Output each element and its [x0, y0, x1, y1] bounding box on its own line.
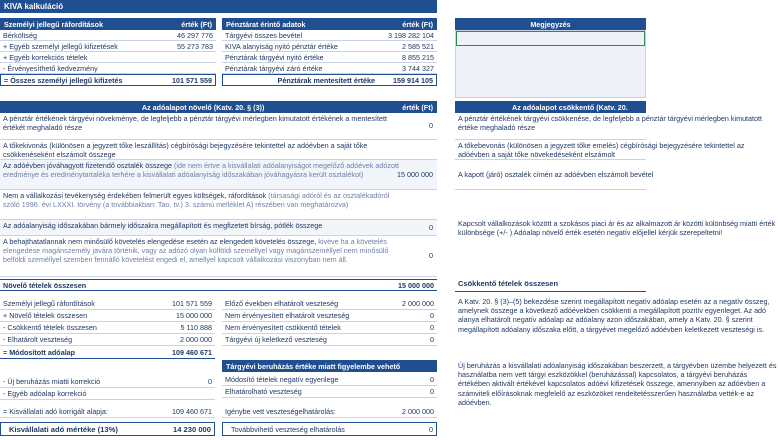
total-label: = Módosított adóalap	[3, 347, 76, 357]
increase-value-header: érték (Ft)	[402, 102, 433, 112]
row-value[interactable]: 2 000 000	[402, 299, 434, 308]
row-label: KIVA alanyiság nyitó pénztár értéke	[225, 41, 338, 51]
row-label: + Növelő tételek összesen	[3, 311, 88, 320]
invest-header	[222, 360, 437, 372]
table-row[interactable]	[0, 388, 215, 400]
carry-row	[222, 422, 437, 436]
decrease-row[interactable]	[455, 160, 654, 190]
row-text: Az adóévben jóváhagyott fizetendő osztalék összege	[3, 161, 173, 170]
row-label: Személyi jellegű ráfordítások	[3, 299, 95, 308]
table-row[interactable]	[0, 63, 216, 74]
app-title: KIVA kalkuláció	[4, 2, 64, 11]
table-row	[222, 386, 437, 398]
row-text: Nem a vállalkozási tevékenység érdekében felmerült egyes költségek, ráfordítások	[3, 191, 267, 200]
invest-table	[222, 374, 437, 398]
row-text: A pénztár értékének tárgyévi csökkenése, de legfeljebb a pénztár tárgyévi mérlegben kimutatott értéke meghaladó része	[458, 114, 763, 133]
row-note: (társasági adóról és az osztalékadóról szóló 1996. évi LXXXI. törvény (a továbbiakban: Tao. tv.) 3. számú melléklet A) részében van meghatározva)	[3, 191, 390, 210]
row-label: - Elhatárolt veszteség	[3, 335, 73, 344]
row-label: Módosító tételek negatív egyenlege	[225, 375, 339, 384]
corrected-base-row	[0, 406, 215, 418]
row-value[interactable]: 0	[429, 222, 433, 232]
row-value: 0	[430, 311, 434, 320]
row-text: A tőkebevonás (különösen a jegyzett tőke emelés) cégbírósági bejegyzésére tekintettel az adóévben a saját tőke növekedéseként elszámolt	[458, 141, 745, 160]
row-value: 101 571 559	[172, 299, 212, 308]
row-label: - Érvényesíthető kedvezmény	[3, 63, 98, 73]
total-label: = Összes személyi jellegű kifizetés	[4, 75, 123, 85]
total-value: 109 460 671	[172, 347, 212, 357]
row-value: 5 110 888	[180, 323, 212, 332]
claim-row	[222, 406, 437, 418]
table-row	[222, 334, 437, 346]
tax-label: Kisvállalati adó mértéke (13%)	[9, 424, 118, 434]
total-label: Pénztárak mentesített értéke	[277, 75, 376, 85]
row-value: 0	[430, 323, 434, 332]
tax-value: 14 230 000	[172, 424, 211, 434]
row-value: 109 460 671	[172, 407, 212, 416]
decrease-header	[455, 101, 646, 113]
total-value: 101 571 559	[172, 75, 212, 85]
table-row[interactable]	[0, 376, 215, 388]
table-row	[0, 322, 215, 334]
row-value[interactable]: 3 744 327	[402, 63, 434, 73]
row-text: Kapcsolt vállalkozások között a szokásos piaci ár és az alkalmazott ár közötti különbség miatti érték különbsége (+/- ) Adóalap növelő érték esetén negatív előjellel kérjük szerepeltetni!	[458, 219, 776, 238]
notes-textarea[interactable]	[455, 30, 646, 98]
row-label: + Egyéb személyi jellegű kifizetések	[3, 41, 118, 51]
table-row[interactable]	[0, 30, 216, 41]
row-label: Pénztárak tárgyévi záró értéke	[225, 63, 323, 73]
table-row[interactable]	[0, 41, 216, 52]
personal-total-row	[0, 74, 216, 86]
increase-row[interactable]	[0, 236, 437, 277]
row-label: Nem érvényesített elhatárolt veszteség	[225, 311, 350, 320]
table-row	[222, 310, 437, 322]
decrease-row[interactable]	[455, 140, 745, 160]
row-label: Előző években elhatárolt veszteség	[225, 299, 339, 308]
decrease-note	[455, 296, 770, 356]
row-value: 0	[430, 387, 434, 396]
tax-row	[0, 422, 215, 436]
personal-expenses-table	[0, 18, 216, 86]
row-value[interactable]: 0	[429, 121, 433, 131]
row-text: A behajthatatlannak nem minősülő követelés elengedése esetén az elengedett követelés összege,	[3, 237, 317, 246]
decrease-items-header: Csökkentő tételek összesen	[458, 279, 559, 288]
row-value: 0	[430, 335, 434, 344]
table-row	[222, 374, 437, 386]
table-row[interactable]	[222, 41, 437, 52]
row-text: A pénztár értékének tárgyévi növekménye, de legfeljebb a pénztár tárgyévi mérlegben kimutatott értékének a mentesített értékét meghaladó része	[3, 114, 387, 133]
row-value[interactable]: 8 855 215	[402, 52, 434, 62]
cash-header-label: Pénztárat érintő adatok	[226, 19, 306, 29]
table-row[interactable]	[222, 298, 437, 310]
total-label: Növelő tételek összesen	[3, 280, 87, 290]
row-value[interactable]: 0	[429, 251, 433, 261]
decrease-header-label: Az adóalapot csökkentő (Katv. 20.	[512, 102, 628, 112]
decrease-divider	[455, 291, 646, 292]
notes-header-label: Megjegyzés	[530, 19, 571, 29]
personal-header-label: Személyi jellegű ráfordítások	[4, 19, 104, 29]
loss-table	[222, 298, 437, 346]
increase-row[interactable]	[0, 113, 437, 140]
row-value: 0	[430, 375, 434, 384]
row-label: + Egyéb korrekciós tételek	[3, 52, 88, 62]
row-label: - Új beruházás miatti korrekció	[3, 377, 101, 386]
notes-active-cell[interactable]	[456, 31, 645, 46]
row-label: Tárgyévi összes bevétel	[225, 30, 303, 40]
row-label: Pénztárak tárgyévi nyitó értéke	[225, 52, 324, 62]
modified-base-row	[0, 346, 215, 359]
table-row	[0, 334, 215, 346]
cash-value-header: érték (Ft)	[402, 19, 433, 29]
cash-total-row	[222, 74, 437, 86]
table-row[interactable]	[222, 63, 437, 74]
table-row[interactable]	[222, 30, 437, 41]
decrease-row[interactable]	[455, 218, 776, 252]
row-label: Továbbvihető veszteség elhatárolás	[231, 424, 345, 434]
notes-header	[455, 18, 646, 30]
table-row	[222, 322, 437, 334]
total-value: 15 000 000	[398, 280, 434, 290]
increase-header-label: Az adóalapot növelő (Katv. 20. § (3))	[141, 102, 265, 112]
increase-row[interactable]	[0, 160, 437, 190]
correction-table	[0, 376, 215, 400]
row-value: 2 000 000	[402, 407, 434, 416]
personal-header	[0, 18, 216, 30]
note-text: Új beruházás a kisvállalati adóalanyiság időszakában beszerzett, a tárgyévben üzembe helyezett és használatba nem vett tárgyi eszközökkel (beruházással) kapcsolatos, a tárgyévi beruházás értékében aktivált értékével kapcsolatos adóévi kifizetések összege, amennyiben az adóévben a számviteli előírásoknak megfelelő az eszközöket rendeltetésszerűen használatba vették-e az adóévben.	[458, 361, 777, 407]
row-value[interactable]: 0	[208, 377, 212, 386]
increase-header	[0, 101, 437, 113]
row-value[interactable]: 2 585 521	[402, 41, 434, 51]
cash-header	[222, 18, 437, 30]
table-row[interactable]	[0, 52, 216, 63]
row-label: Nem érvényesített csökkentő tételek	[225, 323, 341, 332]
row-value[interactable]: 15 000 000	[397, 169, 433, 179]
summary-table	[0, 298, 215, 359]
row-label: = Kisvállalati adó korrigált alapja:	[3, 407, 108, 416]
row-value[interactable]: 55 273 783	[177, 41, 213, 51]
row-label: Tárgyévi új keletkező veszteség	[225, 335, 327, 344]
row-value: 2 000 000	[180, 335, 212, 344]
row-value: 0	[429, 424, 433, 434]
total-value: 159 914 105	[393, 75, 433, 85]
table-row	[0, 298, 215, 310]
row-label: Igénybe vett veszteségelhatárolás:	[225, 407, 336, 416]
row-label: Bérköltség	[3, 30, 37, 40]
increase-row[interactable]	[0, 140, 437, 160]
invest-header-label: Tárgyévi beruházás értéke miatt figyelembe vehető	[226, 361, 401, 371]
increase-total-row	[0, 279, 437, 291]
table-row[interactable]	[222, 52, 437, 63]
cash-data-table	[222, 18, 437, 86]
personal-value-header: érték (Ft)	[181, 19, 212, 29]
row-value[interactable]: 46 297 776	[177, 30, 213, 40]
row-note: kivéve ha a követelés elengedése magánszemély javára történik, vagy az adózó olyan külföldi személlyel vagy magánszeméllyel nem minősülő belföldi személlyel szemben fennálló követelést engedi el, amellyel kapcsolt vállalkozási viszonyban nem áll.	[3, 237, 389, 265]
row-text: A kapott (járó) osztalék címén az adóévben elszámolt bevétel	[458, 170, 654, 179]
note-text: A Katv. 20. § (3)–(5) bekezdése szerint megállapított negatív adóalap esetén az a negatív összeg, amelynek összege a következő adóévekben csökkenti a megállapított pozitív egyenleget. Az adó alanya elhatárolt negatív adóalap az adóalany azon időszakában, amely a Katv. 20. § szerint megállapított adóalany időszaka előtt, a tárgyévet megelőző adóévben keletkezett veszteségi is.	[458, 297, 770, 334]
decrease-row[interactable]	[455, 113, 763, 140]
row-note: (ide nem értve a kisvállalati adóalanyiságot megelőző adóévek adózott eredménye és eredménytartaléka terhére a kisvállalati adóalanyiság időszakában jóváhagyásra került osztalékot)	[3, 161, 399, 180]
row-label: Elhatárolható veszteség	[225, 387, 302, 396]
row-value: 15 000 000	[176, 311, 212, 320]
row-text: Az adóalanyiság időszakában bármely időszakra megállapított és megfizetett bírság, pótlék összege	[3, 221, 323, 230]
decrease-note	[455, 360, 777, 440]
row-label: - Csökkentő tételek összesen	[3, 323, 97, 332]
increase-row[interactable]	[0, 190, 437, 220]
row-text: A tőkekivonás (különösen a jegyzett tőke leszállítás) cégbírósági bejegyzésére tekintettel az adóévben a saját tőke csökkenéseként elszámolt összege	[3, 141, 368, 160]
row-label: - Egyéb adóalap korrekció	[3, 389, 87, 398]
app-title-bar	[0, 0, 437, 13]
increase-row[interactable]	[0, 220, 437, 236]
table-row	[0, 310, 215, 322]
row-value[interactable]: 3 198 282 104	[388, 30, 434, 40]
